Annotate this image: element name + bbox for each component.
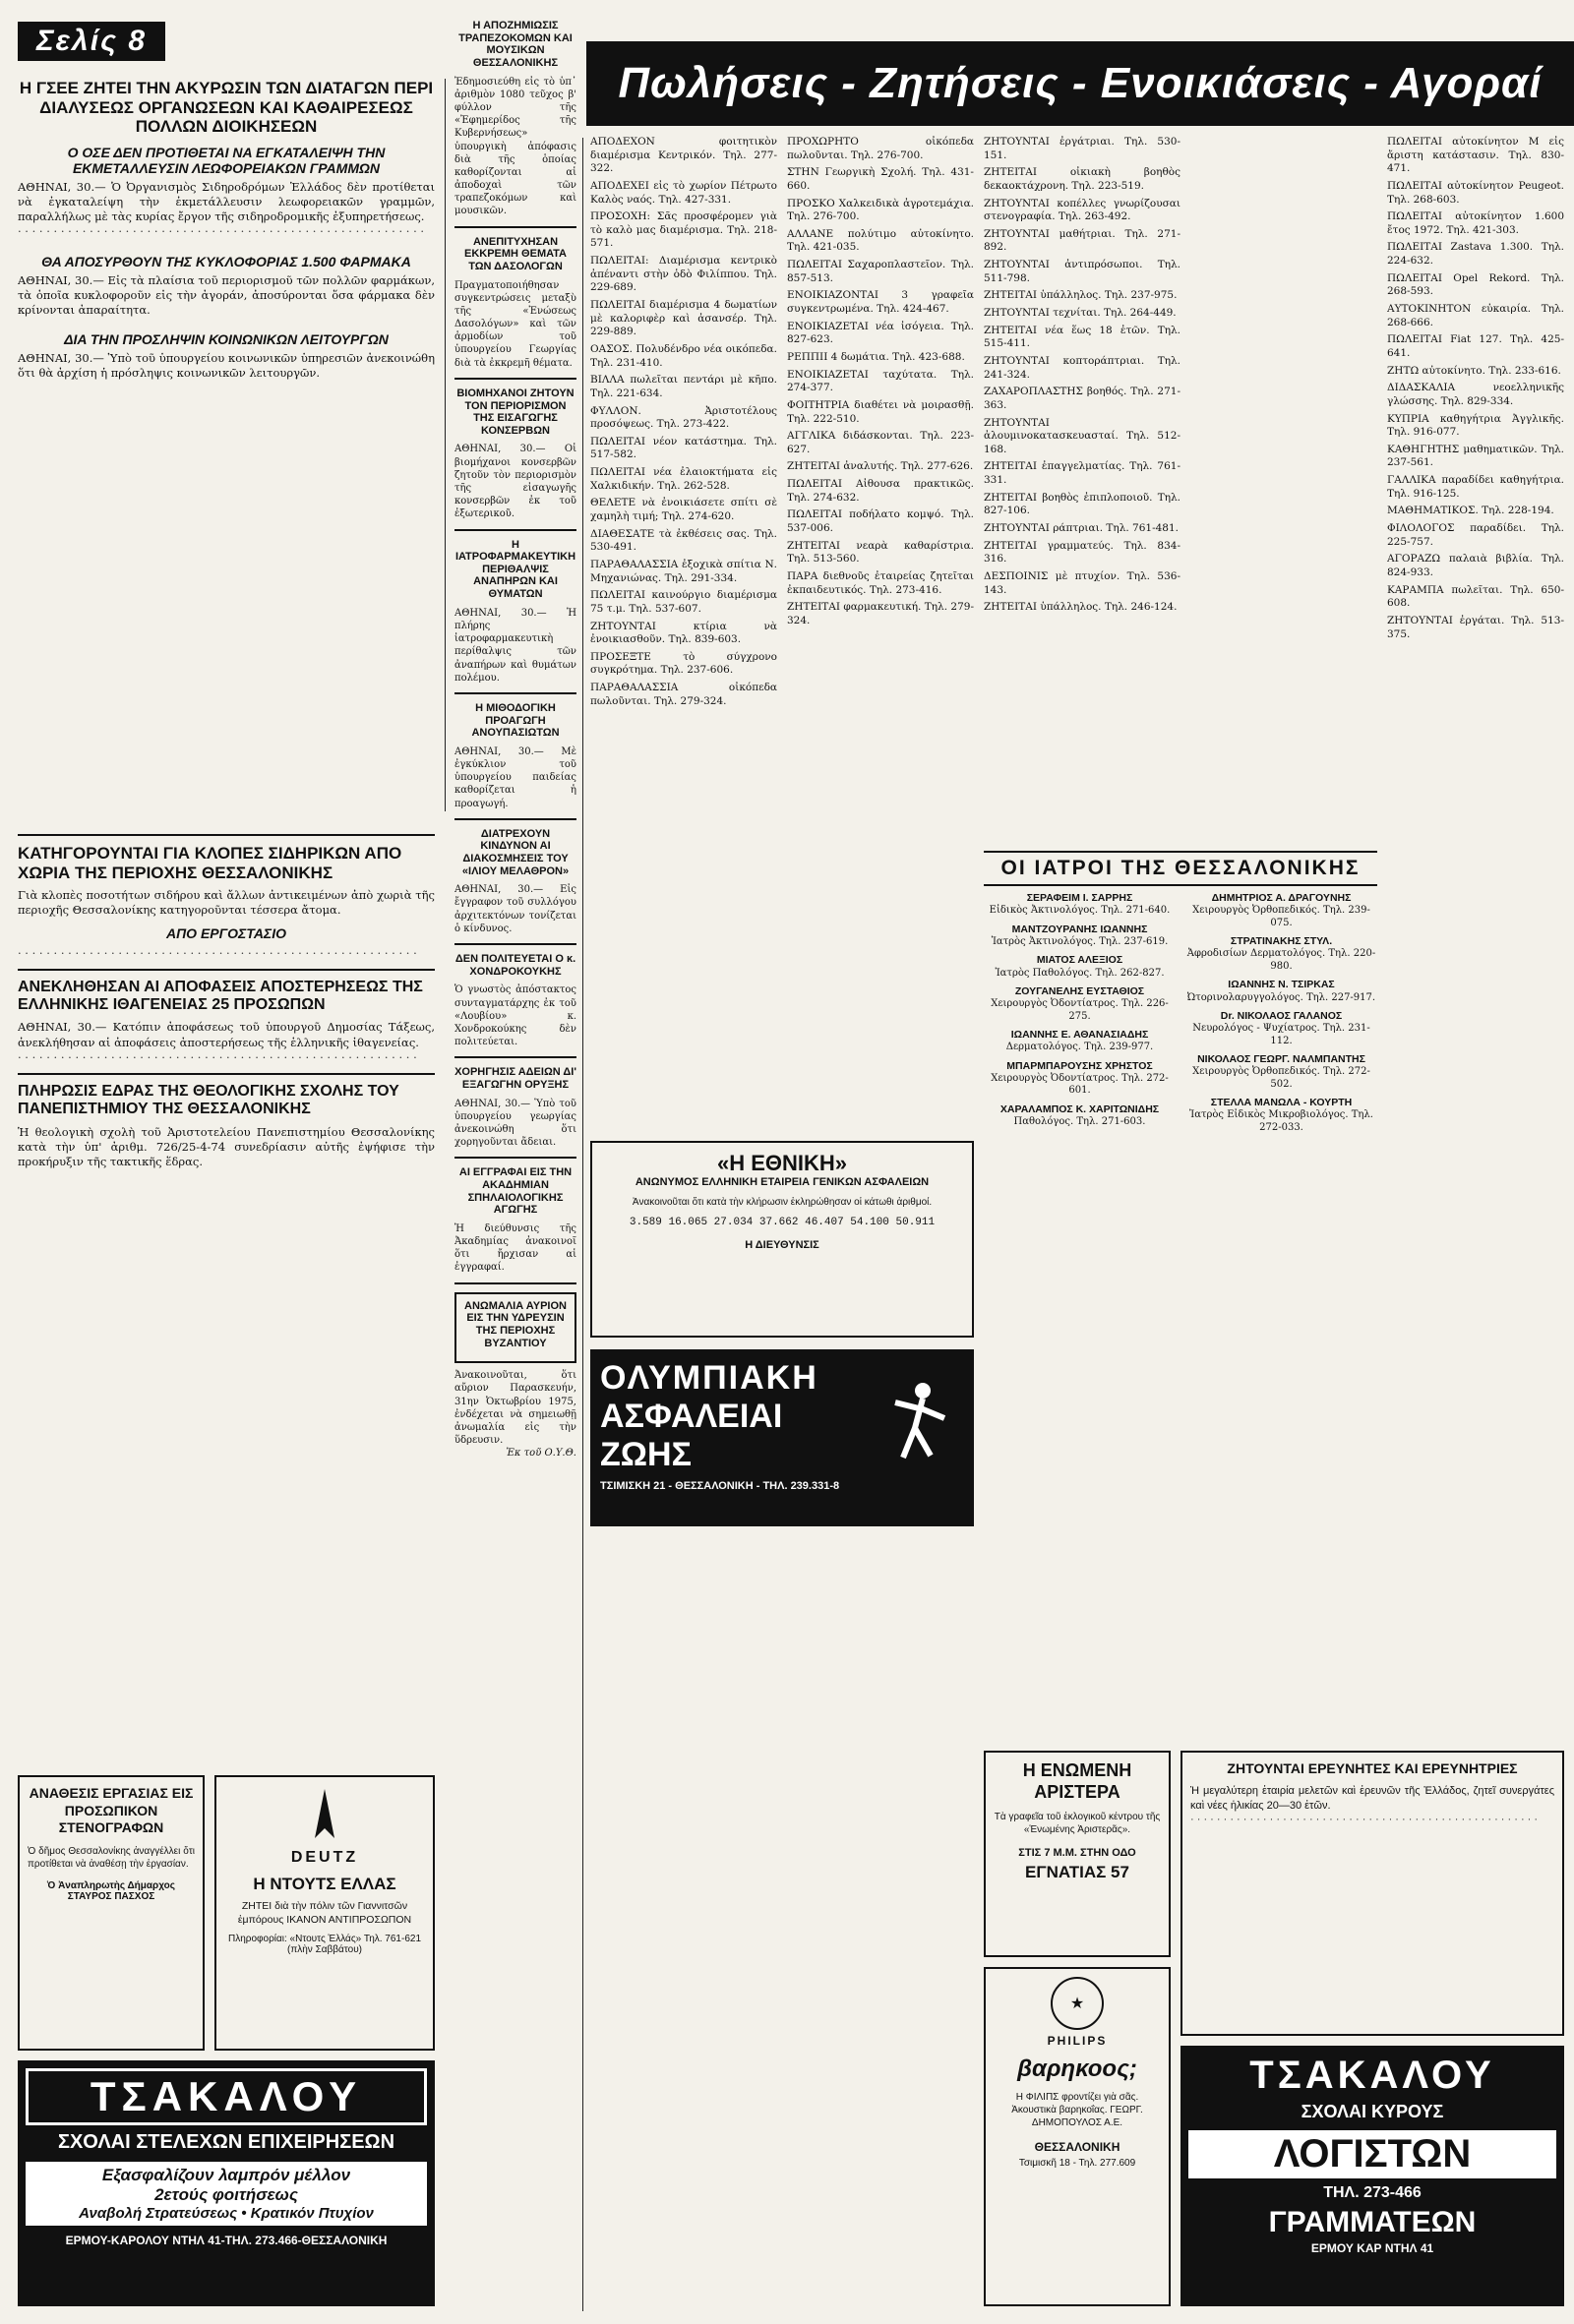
philips-brand: PHILIPS: [1047, 2034, 1108, 2048]
classified-ad: ΑΥΤΟΚΙΝΗΤΟΝ εὐκαιρία. Τηλ. 268-666.: [1387, 303, 1564, 328]
divider: [18, 1073, 435, 1075]
headline-gsee: Η ΓΣΕΕ ΖΗΤΕΙ ΤΗΝ ΑΚΥΡΩΣΙΝ ΤΩΝ ΔΙΑΤΑΓΩΝ ΠΕΡΙ ΔΙΑΛΥΣΕΩΣ ΟΡΓΑΝΩΣΕΩΝ ΚΑΙ ΚΑΘΑΙΡΕΣΕΩΣ ΠΟΛΛΩΝ ΔΙΟΙΚΗΣΕΩΝ: [19, 79, 434, 137]
divider: [454, 1056, 576, 1058]
classifieds-column-b: [787, 136, 974, 1129]
tsakalou-line2: Εξασφαλίζουν λαμπρόν μέλλον: [101, 2166, 351, 2184]
classified-ad: ΖΗΤΟΥΝΤΑΙ ἀντιπρόσωποι. Τηλ. 511-798.: [984, 259, 1180, 284]
article-export-body: ΑΘΗΝΑΙ, 30.— Ὑπὸ τοῦ ὑπουργείου γεωργίας ἀνεκοινώθη ὅτι χορηγοῦνται ἄδειαι.: [454, 1098, 576, 1149]
headline-iron-thefts: ΚΑΤΗΓΟΡΟΥΝΤΑΙ ΓΙΑ ΚΛΟΠΕΣ ΣΙΔΗΡΙΚΩΝ ΑΠΟ ΧΩΡΙΑ ΤΗΣ ΠΕΡΙΟΧΗΣ ΘΕΣΣΑΛΟΝΙΚΗΣ: [18, 844, 402, 882]
subheadline-ose: Ο ΟΣΕ ΔΕΝ ΠΡΟΤΙΘΕΤΑΙ ΝΑ ΕΓΚΑΤΑΛΕΙΨΗ ΤΗΝ ΕΚΜΕΤΑΛΛΕΥΣΙΝ ΛΕΩΦΟΡΕΙΑΚΩΝ ΓΡΑΜΜΩΝ: [67, 144, 386, 176]
classified-ad: ΖΗΤΟΥΝΤΑΙ ἐργάται. Τηλ. 513-375.: [1387, 614, 1564, 640]
headline-medical-care: Η ΙΑΤΡΟΦΑΡΜΑΚΕΥΤΙΚΗ ΠΕΡΙΘΑΛΨΙΣ ΑΝΑΠΗΡΩΝ ΚΑΙ ΘΥΜΑΤΩΝ: [454, 538, 576, 601]
doctors-directory: [984, 851, 1377, 1736]
classifieds-column-a: [590, 136, 777, 1129]
classified-ad: ΡΕΠΠΙΙ 4 δωμάτια. Τηλ. 423-688.: [787, 350, 965, 363]
classified-ad: ΔΕΣΠΟΙΝΙΣ μὲ πτυχίον. Τηλ. 536-143.: [984, 569, 1180, 596]
classifieds-column-c: [984, 136, 1180, 844]
classified-ad: ΑΛΛΑΝΕ πολύτιμο αὐτοκίνητο. Τηλ. 421-035.: [787, 227, 974, 254]
tsakalou-accountants-ad: [1180, 2046, 1564, 2306]
article-chondrokoukis-body: Ὁ γνωστὸς ἀπόστακτος συνταγματάρχης ἐκ τοῦ «Λουβίου» κ. Χονδροκούκης δὲν πολιτεύεται.: [454, 984, 576, 1048]
column-divider: [582, 138, 583, 2311]
classified-ad: ΠΩΛΕΙΤΑΙ Αἰθουσα πρακτικῶς. Τηλ. 274-632.: [787, 478, 974, 504]
doctor-entry: [1185, 1010, 1377, 1047]
classified-ad: ΑΓΟΡΑΖΩ παλαιὰ βιβλία. Τηλ. 824-933.: [1387, 553, 1564, 578]
classified-ad: ΖΗΤΕΙΤΑΙ ὑπάλληλος. Τηλ. 237-975.: [984, 289, 1178, 302]
doctor-description: Ὠτορινολαρυγγολόγος. Τηλ. 227-917.: [1186, 991, 1376, 1003]
doctor-name: ΜΙΑΤΟΣ ΑΛΕΞΙΟΣ: [1036, 954, 1123, 967]
news-wide-section: [18, 826, 435, 1829]
classified-ad: ΕΝΟΙΚΙΑΖΕΤΑΙ νέα ἰσόγεια. Τηλ. 827-623.: [787, 320, 974, 346]
classified-ad: ΠΑΡΑΘΑΛΑΣΣΙΑ ἐξοχικὰ σπίτια Ν. Μηχανιώνας. Τηλ. 291-334.: [590, 558, 777, 584]
classified-ad: ΠΩΛΕΙΤΑΙ αὐτοκίνητον Peugeot. Τηλ. 268-603.: [1387, 179, 1564, 206]
barkoos-address: Τσιμισκῆ 18 - Τηλ. 277.609: [1018, 2157, 1136, 2169]
tsakalou-right-phone: ΤΗΛ. 273-466: [1323, 2184, 1422, 2201]
deutz-body: ΖΗΤΕΙ διὰ τὴν πόλιν τῶν Γιαννιτσῶν ἐμπόρους ΙΚΑΝΟΝ ΑΝΤΙΠΡΟΣΩΠΟΝ: [237, 1900, 412, 1926]
headline-theology-chair: ΠΛΗΡΩΣΙΣ ΕΔΡΑΣ ΤΗΣ ΘΕΟΛΟΓΙΚΗΣ ΣΧΟΛΗΣ ΤΟΥ ΠΑΝΕΠΙΣΤΗΜΙΟΥ ΤΗΣ ΘΕΣΣΑΛΟΝΙΚΗΣ: [18, 1083, 399, 1118]
tsakalou-right-accountants: ΛΟΓΙΣΤΩΝ: [1188, 2130, 1556, 2178]
headline-waiters-compensation: Η ΑΠΟΖΗΜΙΩΣΙΣ ΤΡΑΠΕΖΟΚΟΜΩΝ ΚΑΙ ΜΟΥΣΙΚΩΝ ΘΕΣΣΑΛΟΝΙΚΗΣ: [458, 20, 573, 69]
article-academy-body: Ἡ διεύθυνσις τῆς Ἀκαδημίας ἀνακοινοῖ ὅτι ἤρχισαν αἱ ἐγγραφαί.: [454, 1222, 576, 1274]
headline-citizenship: ΑΝΕΚΛΗΘΗΣΑΝ ΑΙ ΑΠΟΦΑΣΕΙΣ ΑΠΟΣΤΕΡΗΣΕΩΣ ΤΗΣ ΕΛΛΗΝΙΚΗΣ ΙΘΑΓΕΝΕΙΑΣ 25 ΠΡΟΣΩΠΩΝ: [18, 978, 423, 1014]
classified-ad: ΖΗΤΟΥΝΤΑΙ κοπτοράπτριαι. Τηλ. 241-324.: [984, 354, 1180, 381]
headline-foresters: ΑΝΕΠΙΤΥΧΗΣΑΝ ΕΚΚΡΕΜΗ ΘΕΜΑΤΑ ΤΩΝ ΔΑΣΟΛΟΓΩΝ: [464, 235, 567, 272]
doctor-name: ΣΤΕΛΛΑ ΜΑΝΩΛΑ - ΚΟΥΡΤΗ: [1210, 1097, 1353, 1109]
classified-ad: ΠΩΛΕΙΤΑΙ: Διαμέρισμα κεντρικὸ ἀπέναντι στὴν ὁδὸ Φιλίππου. Τηλ. 229-689.: [590, 255, 777, 294]
doctor-description: Ἰατρὸς Ἀκτινολόγος. Τηλ. 237-619.: [991, 935, 1169, 947]
doctor-entry: [984, 1029, 1176, 1054]
headline-academy-registration: ΑΙ ΕΓΓΡΑΦΑΙ ΕΙΣ ΤΗΝ ΑΚΑΔΗΜΙΑΝ ΣΠΗΛΑΙΟΛΟΓΙΚΗΣ ΑΓΩΓΗΣ: [458, 1166, 573, 1217]
divider: [454, 818, 576, 820]
tsakalou-line3: 2ετούς φοιτήσεως: [154, 2185, 298, 2204]
doctor-name: ΜΠΑΡΜΠΑΡΟΥΣΗΣ ΧΡΗΣΤΟΣ: [1006, 1059, 1153, 1072]
classified-ad: ΚΑΘΗΓΗΤΗΣ μαθηματικῶν. Τηλ. 237-561.: [1387, 443, 1564, 469]
classified-ad: ΠΩΛΕΙΤΑΙ αὐτοκίνητον 1.600 ἔτος 1972. Τηλ. 421-303.: [1387, 210, 1564, 236]
classified-ad: ΖΗΤΕΙΤΑΙ ὑπάλληλος. Τηλ. 246-124.: [984, 601, 1178, 614]
article-theology-body: Ἡ θεολογικὴ σχολὴ τοῦ Ἀριστοτελείου Πανεπιστημίου Θεσσαλονίκης κατὰ τὴν ὑπ' ἀριθμ. 726/25-4-74 συνεδρίασιν αὐτῆς ἐψήφισε τὴν προκήρυξιν τῆς τακτικῆς ἕδρας.: [18, 1124, 435, 1169]
doctor-description: Χειρουργὸς Ὀδοντίατρος. Τηλ. 226-275.: [991, 998, 1169, 1022]
classified-ad: ΖΑΧΑΡΟΠΛΑΣΤΗΣ βοηθός. Τηλ. 271-363.: [984, 386, 1180, 411]
tsakalou-right-secretaries: ΓΡΑΜΜΑΤΕΩΝ: [1268, 2206, 1477, 2238]
classified-ad: ΠΩΛΕΙΤΑΙ ποδήλατο κομψό. Τηλ. 537-006.: [787, 508, 974, 535]
doctor-description: Ἰατρὸς Εἰδικὸς Μικροβιολόγος. Τηλ. 272-033.: [1189, 1109, 1373, 1133]
olympiaki-line1: ΟΛΥΜΠΙΑΚΗ: [600, 1359, 818, 1397]
article-canned-food-body: ΑΘΗΝΑΙ, 30.— Οἱ βιομήχανοι κονσερβῶν ζητοῦν τὸν περιορισμὸν τῆς εἰσαγωγῆς κονσερβῶν ἐκ τοῦ ἐξωτερικοῦ.: [454, 444, 576, 520]
headline-promotion: Η ΜΙΘΟΔΟΓΙΚΗ ΠΡΟΑΓΩΓΗ ΑΝΟΥΠΑΣΙΩΤΩΝ: [471, 701, 560, 740]
classified-ad: ΘΕΛΕΤΕ νὰ ἐνοικιάσετε σπίτι σὲ χαμηλὴ τιμή; Τηλ. 274-620.: [590, 497, 777, 523]
classified-ad: ΖΗΤΟΥΝΤΑΙ κτίρια νὰ ἐνοικιασθοῦν. Τηλ. 839-603.: [590, 620, 777, 646]
classified-ad: ΠΩΛΕΙΤΑΙ διαμέρισμα 4 δωματίων μὲ καλοριφὲρ καὶ ἀσανσέρ. Τηλ. 229-889.: [590, 299, 777, 338]
article-filler: · · · · · · · · · · · · · · · · · · · · · · · · · · · · · · · · · · · · · · · · · · · · · · · · · · · · ·: [1190, 1814, 1539, 1826]
doctor-name: ΙΩΑΝΝΗΣ Ε. ΑΘΑΝΑΣΙΑΔΗΣ: [1010, 1029, 1149, 1042]
discobolus-icon: [885, 1379, 954, 1467]
stenographers-title: ΑΝΑΘΕΣΙΣ ΕΡΓΑΣΙΑΣ ΕΙΣ ΠΡΟΣΩΠΙΚΟΝ ΣΤΕΝΟΓΡΑΦΩΝ: [29, 1785, 194, 1835]
tsakalou-name: ΤΣΑΚΑΛΟΥ: [26, 2068, 427, 2125]
classified-ad: ΑΠΟΔΕΧΟΝ φοιτητικὸν διαμέρισμα Κεντρικόν. Τηλ. 277-322.: [590, 136, 777, 175]
aristera-body: Τὰ γραφεῖα τοῦ ἐκλογικοῦ κέντρου τῆς «Ἑνωμένης Ἀριστερᾶς».: [994, 1812, 1161, 1836]
article-medical-care-body: ΑΘΗΝΑΙ, 30.— Ἡ πλήρης ἰατροφαρμακευτικὴ περίθαλψις τῶν ἀναπήρων καὶ θυμάτων πολέμου.: [454, 607, 576, 684]
classified-ad: ΣΤΗΝ Γεωργικὴ Σχολή. Τηλ. 431-660.: [787, 166, 974, 192]
classified-ad: ΦΥΛΛΟΝ. Ἀριστοτέλους προσόψεως. Τηλ. 273-422.: [590, 404, 777, 431]
news-column-1: [18, 79, 435, 811]
deutz-contact: Πληροφορίαι: «Ντουτς Ἑλλάς» Τηλ. 761-621 (πλὴν Σαββάτου): [227, 1933, 422, 1955]
classified-ad: ΠΑΡΑΘΑΛΑΣΣΙΑ οἰκόπεδα πωλοῦνται. Τηλ. 279-324.: [590, 682, 777, 707]
classified-ad: ΔΙΑΘΕΣΑΤΕ τὰ ἐκθέσεις σας. Τηλ. 530-491.: [590, 527, 777, 554]
divider: [454, 1282, 576, 1284]
classifieds-column-d: [1387, 136, 1564, 1739]
researchers-body: Ἡ μεγαλύτερη ἑταιρία μελετῶν καὶ ἐρευνῶν τῆς Ἑλλάδος, ζητεῖ συνεργάτες καὶ νέες ἡλικίας 20—30 ἐτῶν.: [1190, 1785, 1554, 1812]
doctor-description: Δερματολόγος. Τηλ. 239-977.: [1005, 1042, 1154, 1053]
classified-ad: ΚΥΠΡΙΑ καθηγήτρια Ἀγγλικῆς. Τηλ. 916-077.: [1387, 412, 1564, 439]
classified-ad: ΒΙΛΛΑ πωλεῖται πεντάρι μὲ κῆπο. Τηλ. 221-634.: [590, 374, 777, 399]
classified-ad: ΖΗΤΟΥΝΤΑΙ ἐργάτριαι. Τηλ. 530-151.: [984, 136, 1180, 161]
article-water-signature: Ἐκ τοῦ Ο.Υ.Θ.: [506, 1448, 576, 1460]
deutz-logo-icon: [295, 1785, 354, 1844]
divider: [454, 1157, 576, 1159]
doctor-name: ΝΙΚΟΛΑΟΣ ΓΕΩΡΓ. ΝΑΛΜΠΑΝΤΗΣ: [1197, 1053, 1365, 1066]
tsakalou-tagline: ΣΧΟΛΑΙ ΣΤΕΛΕΧΩΝ ΕΠΙΧΕΙΡΗΣΕΩΝ: [57, 2131, 395, 2153]
researchers-title: ΖΗΤΟΥΝΤΑΙ ΕΡΕΥΝΗΤΕΣ ΚΑΙ ΕΡΕΥΝΗΤΡΙΕΣ: [1227, 1760, 1518, 1776]
classified-ad: ΜΑΘΗΜΑΤΙΚΟΣ. Τηλ. 228-194.: [1387, 505, 1554, 517]
article-iliou-body: ΑΘΗΝΑΙ, 30.— Εἰς ἔγγραφον τοῦ συλλόγου ἀρχιτεκτόνων τονίζεται ὁ κίνδυνος.: [454, 884, 576, 934]
classified-ad: ΖΗΤΕΙΤΑΙ οἰκιακὴ βοηθὸς δεκαοκτάχρονη. Τηλ. 223-519.: [984, 166, 1180, 192]
ethniki-signature: Η ΔΙΕΥΘΥΝΣΙΣ: [745, 1239, 819, 1252]
divider: [18, 969, 435, 971]
divider: [454, 692, 576, 694]
tsakalou-schools-ad: [18, 2060, 435, 2306]
doctor-name: ΣΕΡΑΦΕΙΜ Ι. ΣΑΡΡΗΣ: [1026, 892, 1133, 905]
classified-ad: ΠΡΟΧΩΡΗΤΟ οἰκόπεδα πωλοῦνται. Τηλ. 276-700.: [787, 136, 974, 161]
doctor-name: Dr. ΝΙΚΟΛΑΟΣ ΓΑΛΑΝΟΣ: [1220, 1010, 1343, 1023]
tsakalou-right-name: ΤΣΑΚΑΛΟΥ: [1249, 2054, 1495, 2097]
classified-ad: ΚΑΡΑΜΠΑ πωλεῖται. Τηλ. 650-608.: [1387, 583, 1564, 610]
article-filler: · · · · · · · · · · · · · · · · · · · · · · · · · · · · · · · · · · · · · · · · · · · · · · · · · · · · · · · · ·: [18, 224, 425, 239]
classified-ad: ΠΩΛΕΙΤΑΙ νέα ἐλαιοκτήματα εἰς Χαλκιδικήν. Τηλ. 262-528.: [590, 466, 777, 492]
classified-ad: ΖΗΤΕΙΤΑΙ βοηθὸς ἐπιπλοποιοῦ. Τηλ. 827-106.: [984, 491, 1180, 517]
classified-ad: ΖΗΤΩ αὐτοκίνητο. Τηλ. 233-616.: [1387, 364, 1561, 377]
news-column-2: [454, 20, 576, 2311]
ethniki-body: Ἀνακοινοῦται ὅτι κατὰ τὴν κλήρωσιν ἐκληρώθησαν οἱ κάτωθι ἀριθμοί.: [632, 1197, 933, 1208]
ethniki-title: «Η ΕΘΝΙΚΗ»: [716, 1151, 848, 1175]
water-notice-box: [454, 1292, 576, 1364]
classified-ad: ΖΗΤΟΥΝΤΑΙ ἀλουμινοκατασκευασταί. Τηλ. 512-168.: [984, 416, 1180, 455]
barkoos-body: Η ΦΙΛΙΠΣ φροντίζει γιὰ σᾶς. Ἀκουστικὰ βαρηκοΐας. ΓΕΩΡΓ. ΔΗΜΟΠΟΥΛΟΣ Α.Ε.: [1011, 2092, 1143, 2129]
article-ose-body: ΑΘΗΝΑΙ, 30.— Ὁ Ὀργανισμὸς Σιδηροδρόμων Ἑλλάδος δὲν προτίθεται νὰ ἐγκαταλείψη τὴν ἐκμετάλλευσιν λεωφορειακῶν γραμμῶν, παραλλήλως μὲ τὰς κυρίας ἔργον τῆς σιδηροδρομικῆς ἐξυπηρετήσεως.: [18, 179, 435, 224]
article-iron-thefts-body: Γιὰ κλοπὲς ποσοτήτων σιδήρου καὶ ἄλλων ἀντικειμένων ἀπὸ χωριὰ τῆς περιοχῆς Θεσσαλονίκης κατηγοροῦνται τέσσερα ἄτομα.: [18, 888, 435, 918]
classified-ad: ΕΝΟΙΚΙΑΖΟΝΤΑΙ 3 γραφεῖα συγκεντρωμένα. Τηλ. 424-467.: [787, 289, 974, 316]
stenographers-signature: Ὁ Ἀναπληρωτὴς Δήμαρχος ΣΤΑΥΡΟΣ ΠΑΣΧΟΣ: [47, 1879, 175, 1902]
philips-logo-icon: ★: [1051, 1977, 1104, 2030]
olympiaki-line3: ΖΩΗΣ: [600, 1436, 692, 1473]
doctor-description: Χειρουργὸς Ὀρθοπεδικός. Τηλ. 239-075.: [1192, 905, 1370, 928]
classified-ad: ΖΗΤΕΙΤΑΙ νεαρὰ καθαρίστρια. Τηλ. 513-560.: [787, 539, 974, 566]
divider: [454, 378, 576, 380]
tsakalou-right-tagline: ΣΧΟΛΑΙ ΚΥΡΟΥΣ: [1301, 2102, 1444, 2121]
article-waiters-body: Ἐδημοσιεύθη εἰς τὸ ὑπ᾽ ἀριθμὸν 1080 τεῦχος β' φύλλον τῆς «Ἐφημερίδος τῆς Κυβερνήσεως» ὑπουργικὴ ἀπόφασις διὰ τῆς ὁποίας καθορίζονται αἱ ἀποδοχαὶ τῶν τραπεζοκόμων καὶ μουσικῶν.: [454, 76, 576, 217]
article-water-body: Ἀνακοινοῦται, ὅτι αὔριον Παρασκευήν, 31ην Ὀκτωβρίου 1975, ἐνδέχεται νὰ σημειωθῇ ἀνωμαλία εἰς τὴν ὕδρευσιν.: [454, 1370, 576, 1447]
doctor-description: Ἀφροδισίων Δερματολόγος. Τηλ. 220-980.: [1186, 948, 1376, 972]
classified-ad: ΑΠΟΔΕΧΕΙ εἰς τὸ χωρίον Πέτρωτο Καλὸς ναός. Τηλ. 427-331.: [590, 179, 777, 206]
classified-ad: ΖΗΤΕΙΤΑΙ νέα ἕως 18 ἐτῶν. Τηλ. 515-411.: [984, 324, 1180, 350]
classified-ad: ΖΗΤΕΙΤΑΙ γραμματεύς. Τηλ. 834-316.: [984, 539, 1180, 566]
doctor-entry: [1185, 935, 1377, 973]
deutz-brand: DEUTZ: [290, 1849, 359, 1866]
tsakalou-line4: Αναβολή Στρατεύσεως • Κρατικόν Πτυχίον: [79, 2205, 374, 2222]
headline-chondrokoukis: ΔΕΝ ΠΟΛΙΤΕΥΕΤΑΙ Ο κ. ΧΟΝΔΡΟΚΟΥΚΗΣ: [454, 953, 576, 978]
enomeni-aristera-ad: [984, 1751, 1171, 1957]
divider: [454, 943, 576, 945]
olympiaki-insurance-ad: [590, 1349, 974, 1526]
classified-ad: ΖΗΤΕΙΤΑΙ ἀναλυτής. Τηλ. 277-626.: [787, 460, 974, 473]
doctor-entry: [1185, 1053, 1377, 1091]
classified-ad: ΖΗΤΟΥΝΤΑΙ τεχνίται. Τηλ. 264-449.: [984, 307, 1177, 320]
classified-ad: ΓΑΛΛΙΚΑ παραδίδει καθηγήτρια. Τηλ. 916-125.: [1387, 474, 1564, 500]
article-filler: · · · · · · · · · · · · · · · · · · · · · · · · · · · · · · · · · · · · · · · · · · · · · · · · · · · · · · · ·: [18, 945, 417, 960]
classified-ad: ΠΡΟΣΚΟ Χαλκειδικὰ ἀγροτεμάχια. Τηλ. 276-700.: [787, 197, 974, 223]
doctor-entry: [984, 985, 1176, 1023]
classified-ad: ΠΡΟΣΕΞΤΕ τὸ σύγχρονο συγκρότημα. Τηλ. 237-606.: [590, 650, 777, 677]
doctor-entry: [1185, 892, 1377, 929]
doctor-name: ΜΑΝΤΖΟΥΡΑΝΗΣ ΙΩΑΝΝΗΣ: [1011, 923, 1148, 935]
doctor-entry: [984, 954, 1176, 980]
doctor-description: Χειρουργὸς Ὀδοντίατρος. Τηλ. 272-601.: [991, 1072, 1169, 1097]
doctor-description: Χειρουργὸς Ὀρθοπεδικός. Τηλ. 272-502.: [1192, 1066, 1370, 1090]
headline-water-supply: ΑΝΩΜΑΛΙΑ ΑΥΡΙΟΝ ΕΙΣ ΤΗΝ ΥΔΡΕΥΣΙΝ ΤΗΣ ΠΕΡΙΟΧΗΣ ΒΥΖΑΝΤΙΟΥ: [464, 1299, 567, 1349]
classifieds-banner: Πωλήσεις - Ζητήσεις - Ενοικιάσεις - Αγοραί: [586, 41, 1574, 126]
doctor-description: Εἰδικὸς Ἀκτινολόγος. Τηλ. 271-640.: [989, 905, 1171, 917]
researchers-ad: [1180, 1751, 1564, 2036]
classified-ad: ΠΩΛΕΙΤΑΙ αὐτοκίνητον Μ εἰς ἄριστη κατάστασιν. Τηλ. 830-471.: [1387, 136, 1564, 175]
classified-ad: ΖΗΤΕΙΤΑΙ φαρμακευτική. Τηλ. 279-324.: [787, 601, 974, 626]
doctor-name: ΖΟΥΓΑΝΕΛΗΣ ΕΥΣΤΑΘΙΟΣ: [1014, 985, 1145, 998]
doctor-entry: [1185, 1097, 1377, 1134]
ethniki-insurance-ad: [590, 1141, 974, 1338]
doctor-name: ΔΗΜΗΤΡΙΟΣ Α. ΔΡΑΓΟΥΝΗΣ: [1211, 892, 1352, 905]
tsakalou-address: ΕΡΜΟΥ-ΚΑΡΟΛΟΥ ΝΤΗΛ 41-ΤΗΛ. 273.466-ΘΕΣΣΑΛΟΝΙΚΗ: [65, 2234, 388, 2247]
olympiaki-line2: ΑΣΦΑΛΕΙΑΙ: [600, 1398, 783, 1435]
doctor-entry: [984, 1103, 1176, 1129]
classified-ad: ΠΩΛΕΙΤΑΙ Opel Rekord. Τηλ. 268-593.: [1387, 271, 1564, 298]
aristera-street: ΕΓΝΑΤΙΑΣ 57: [1025, 1862, 1129, 1881]
classified-ad: ΠΩΛΕΙΤΑΙ Fiat 127. Τηλ. 425-641.: [1387, 333, 1564, 359]
barkoos-headline: βαρηκοος;: [1017, 2056, 1137, 2082]
doctor-description: Παθολόγος. Τηλ. 271-603.: [1013, 1116, 1146, 1128]
doctor-entry: [1185, 979, 1377, 1004]
olympiaki-address: ΤΣΙΜΙΣΚΗ 21 - ΘΕΣΣΑΛΟΝΙΚΗ - ΤΗΛ. 239.331-8: [600, 1480, 840, 1492]
divider: [454, 529, 576, 531]
doctors-title: ΟΙ ΙΑΤΡΟΙ ΤΗΣ ΘΕΣΣΑΛΟΝΙΚΗΣ: [984, 851, 1377, 886]
classified-ad: ΠΩΛΕΙΤΑΙ Zastava 1.300. Τηλ. 224-632.: [1387, 241, 1564, 268]
classified-ad: ΖΗΤΟΥΝΤΑΙ ράπτριαι. Τηλ. 761-481.: [984, 522, 1179, 535]
doctor-entry: [984, 1060, 1176, 1098]
classified-ad: ΠΩΛΕΙΤΑΙ νέον κατάστημα. Τηλ. 517-582.: [590, 435, 777, 461]
doctor-description: Ἰατρὸς Παθολόγος. Τηλ. 262-827.: [995, 967, 1165, 979]
ethniki-numbers: 3.589 16.065 27.034 37.662 46.407 54.100 50.911: [629, 1217, 936, 1229]
classified-ad: ΔΙΔΑΣΚΑΛΙΑ νεοελληνικῆς γλώσσης. Τηλ. 829-334.: [1387, 382, 1564, 407]
article-foresters-body: Πραγματοποιήθησαν συγκεντρώσεις μεταξὺ τῆς «Ἐνώσεως Δασολόγων» καὶ τῶν ἁρμοδίων τοῦ ὑπουργείου Γεωργίας διὰ τὰ ἐκκρεμῆ θέματα.: [454, 279, 576, 369]
doctor-entry: [984, 892, 1176, 918]
barkoos-city: ΘΕΣΣΑΛΟΝΙΚΗ: [1034, 2139, 1120, 2154]
classified-ad: ΖΗΤΕΙΤΑΙ ἐπαγγελματίας. Τηλ. 761-331.: [984, 460, 1180, 487]
deutz-title: Η ΝΤΟΥΤΣ ΕΛΛΑΣ: [253, 1875, 396, 1893]
stenographers-body: Ὁ δῆμος Θεσσαλονίκης ἀναγγέλλει ὅτι προτίθεται νὰ ἀναθέσῃ τὴν ἐργασίαν.: [28, 1845, 195, 1870]
classified-ad: ΖΗΤΟΥΝΤΑΙ κοπέλλες γνωρίζουσαι στενογραφία. Τηλ. 263-492.: [984, 197, 1180, 223]
headline-social-workers: ΔΙΑ ΤΗΝ ΠΡΟΣΛΗΨΙΝ ΚΟΙΝΩΝΙΚΩΝ ΛΕΙΤΟΥΡΓΩΝ: [64, 331, 389, 348]
tsakalou-right-address: ΕΡΜΟΥ ΚΑΡ ΝΤΗΛ 41: [1310, 2241, 1434, 2255]
article-pharmaceuticals-body: ΑΘΗΝΑΙ, 30.— Εἰς τὰ πλαίσια τοῦ περιορισμοῦ τῶν πολλῶν φαρμάκων, τὰ ὁποῖα κυκλοφοροῦν εἰς τὴν ἀγοράν, ἀποσύρονται ὅσα φάρμακα δὲν κρίνονται ἀπαραίτητα.: [18, 272, 435, 317]
doctor-name: ΙΩΑΝΝΗΣ Ν. ΤΣΙΡΚΑΣ: [1228, 979, 1335, 991]
article-filler: · · · · · · · · · · · · · · · · · · · · · · · · · · · · · · · · · · · · · · · · · · · · · · · · · · · · · · · ·: [18, 1049, 417, 1064]
headline-export-permits: ΧΟΡΗΓΗΣΙΣ ΑΔΕΙΩΝ ΔΙ' ΕΞΑΓΩΓΗΝ ΟΡΥΞΗΣ: [454, 1066, 576, 1091]
classified-ad: ΠΡΟΣΟΧΗ: Σᾶς προσφέρομεν γιὰ τὸ καλὸ μας διαμέρισμα. Τηλ. 218-571.: [590, 210, 777, 250]
subheadline-factory: ΑΠΟ ΕΡΓΟΣΤΑΣΙΟ: [166, 925, 286, 942]
headline-pharmaceuticals: ΘΑ ΑΠΟΣΥΡΘΟΥΝ ΤΗΣ ΚΥΚΛΟΦΟΡΙΑΣ 1.500 ΦΑΡΜΑΚΑ: [41, 253, 411, 269]
aristera-time: ΣΤΙΣ 7 Μ.Μ. ΣΤΗΝ ΟΔΟ: [1018, 1846, 1136, 1859]
doctor-description: Νευρολόγος - Ψυχίατρος. Τηλ. 231-112.: [1192, 1023, 1370, 1046]
doctor-name: ΣΤΡΑΤΙΝΑΚΗΣ ΣΤΥΛ.: [1230, 935, 1333, 948]
classified-ad: ΟΑΣΟΣ. Πολυδένδρο νέα οικόπεδα. Τηλ. 231-410.: [590, 342, 777, 369]
headline-canned-food: ΒΙΟΜΗΧΑΝΟΙ ΖΗΤΟΥΝ ΤΟΝ ΠΕΡΙΟΡΙΣΜΟΝ ΤΗΣ ΕΙΣΑΓΩΓΗΣ ΚΟΝΣΕΡΒΩΝ: [456, 387, 575, 437]
classified-ad: ΦΙΛΟΛΟΓΟΣ παραδίδει. Τηλ. 225-757.: [1387, 522, 1564, 548]
article-promotion-body: ΑΘΗΝΑΙ, 30.— Μὲ ἐγκύκλιον τοῦ ὑπουργείου παιδείας καθορίζεται ἡ προαγωγή.: [454, 745, 576, 809]
philips-hearing-ad: [984, 1967, 1171, 2306]
classified-ad: ΕΝΟΙΚΙΑΖΕΤΑΙ ταχύτατα. Τηλ. 274-377.: [787, 368, 974, 394]
article-citizenship-body: ΑΘΗΝΑΙ, 30.— Κατόπιν ἀποφάσεως τοῦ ὑπουργοῦ Δημοσίας Τάξεως, ἀνεκλήθησαν αἱ ἀποφάσεις ἀποστερήσεως τῆς ἑλληνικῆς ἰθαγενείας.: [18, 1020, 435, 1049]
classified-ad: ΦΟΙΤΗΤΡΙΑ διαθέτει νὰ μοιρασθῇ. Τηλ. 222-510.: [787, 398, 974, 425]
stenographers-ad: [18, 1775, 205, 2051]
classified-ad: ΑΓΓΛΙΚΑ διδάσκονται. Τηλ. 223-627.: [787, 430, 974, 455]
ethniki-subtitle: ΑΝΩΝΥΜΟΣ ΕΛΛΗΝΙΚΗ ΕΤΑΙΡΕΙΑ ΓΕΝΙΚΩΝ ΑΣΦΑΛΕΙΩΝ: [635, 1176, 930, 1188]
doctor-name: ΧΑΡΑΛΑΜΠΟΣ Κ. ΧΑΡΙΤΩΝΙΔΗΣ: [999, 1102, 1160, 1115]
classified-ad: ΠΑΡΑ διεθνοῦς ἐταιρείας ζητεῖται ἐκπαιδευτικός. Τηλ. 273-416.: [787, 569, 974, 596]
article-social-workers-body: ΑΘΗΝΑΙ, 30.— Ὑπὸ τοῦ ὑπουργείου κοινωνικῶν ὑπηρεσιῶν ἀνεκοινώθη ὅτι θὰ ἀρχίση ἡ πρόσληψις κοινωνικῶν λειτουργῶν.: [18, 351, 435, 381]
classified-ad: ΠΩΛΕΙΤΑΙ καινούργιο διαμέρισμα 75 τ.μ. Τηλ. 537-607.: [590, 589, 777, 615]
page-number-label: Σελίς 8: [18, 22, 165, 61]
headline-iliou-melathron: ΔΙΑΤΡΕΧΟΥΝ ΚΙΝΔΥΝΟΝ ΑΙ ΔΙΑΚΟΣΜΗΣΕΙΣ ΤΟΥ «ΙΛΙΟΥ ΜΕΛΑΘΡΟΝ»: [461, 827, 570, 877]
doctor-entry: [984, 924, 1176, 949]
column-divider: [445, 79, 446, 811]
divider: [18, 834, 435, 836]
deutz-ad: [214, 1775, 435, 2051]
divider: [454, 226, 576, 228]
aristera-title: Η ΕΝΩΜΕΝΗ ΑΡΙΣΤΕΡΑ: [1022, 1760, 1132, 1802]
classified-ad: ΠΩΛΕΙΤΑΙ Σαχαροπλαστεῖον. Τηλ. 857-513.: [787, 259, 974, 284]
classified-ad: ΖΗΤΟΥΝΤΑΙ μαθήτριαι. Τηλ. 271-892.: [984, 227, 1180, 254]
